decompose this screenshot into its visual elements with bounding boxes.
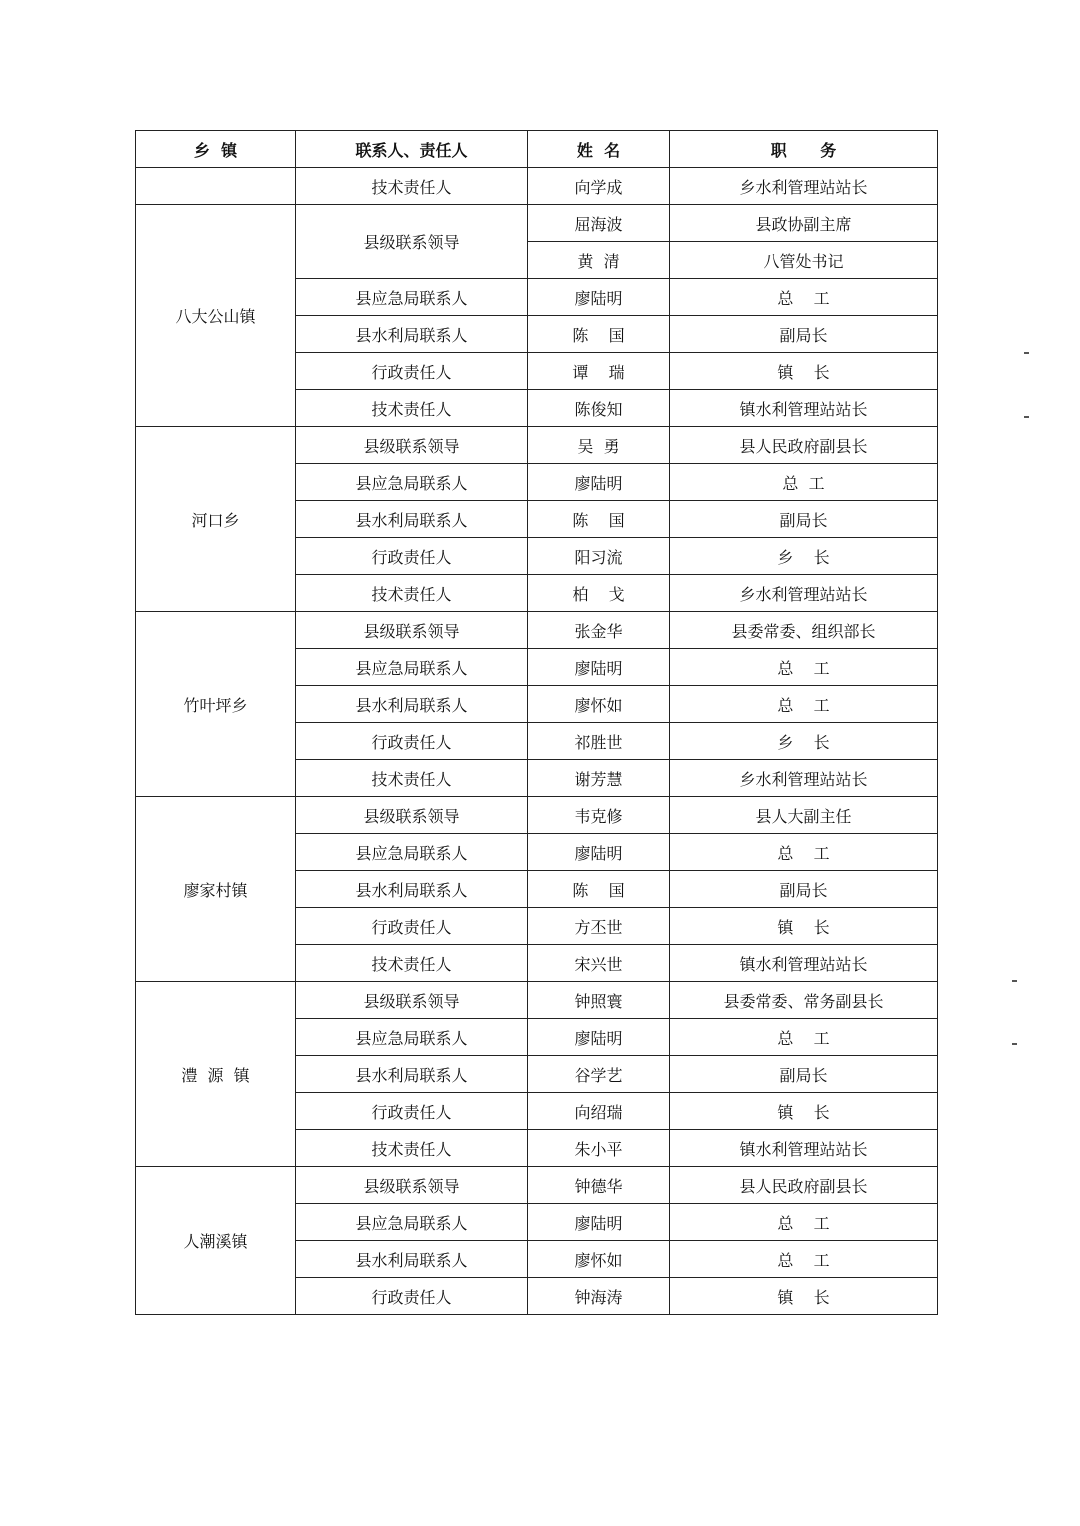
title-cell: 副局长 xyxy=(670,316,938,353)
name-cell: 钟德华 xyxy=(528,1167,670,1204)
name-cell: 阳习流 xyxy=(528,538,670,575)
title-cell: 总 工 xyxy=(670,649,938,686)
name-cell: 钟照寰 xyxy=(528,982,670,1019)
name-cell: 方丕世 xyxy=(528,908,670,945)
role-cell: 县级联系领导 xyxy=(296,427,528,464)
title-cell: 八管处书记 xyxy=(670,242,938,279)
title-cell: 镇 长 xyxy=(670,908,938,945)
role-cell: 行政责任人 xyxy=(296,908,528,945)
name-cell: 向学成 xyxy=(528,168,670,205)
title-cell: 总 工 xyxy=(670,464,938,501)
role-cell: 技术责任人 xyxy=(296,575,528,612)
header-role: 联系人、责任人 xyxy=(296,131,528,168)
title-cell: 镇水利管理站站长 xyxy=(670,390,938,427)
name-cell: 谢芳慧 xyxy=(528,760,670,797)
role-cell: 县级联系领导 xyxy=(296,797,528,834)
role-cell: 行政责任人 xyxy=(296,538,528,575)
title-cell: 总 工 xyxy=(670,834,938,871)
title-cell: 副局长 xyxy=(670,1056,938,1093)
header-row xyxy=(136,131,938,168)
title-cell: 乡 长 xyxy=(670,723,938,760)
name-cell: 韦克修 xyxy=(528,797,670,834)
role-cell: 技术责任人 xyxy=(296,168,528,205)
role-cell: 行政责任人 xyxy=(296,1278,528,1315)
title-cell: 县人民政府副县长 xyxy=(670,427,938,464)
table-body xyxy=(136,168,938,1315)
name-cell: 廖陆明 xyxy=(528,649,670,686)
name-cell: 廖陆明 xyxy=(528,1019,670,1056)
name-cell: 屈海波 xyxy=(528,205,670,242)
title-cell: 镇水利管理站站长 xyxy=(670,1130,938,1167)
name-cell: 向绍瑞 xyxy=(528,1093,670,1130)
role-cell: 技术责任人 xyxy=(296,945,528,982)
name-cell: 朱小平 xyxy=(528,1130,670,1167)
role-cell: 县级联系领导 xyxy=(296,1167,528,1204)
title-cell: 镇 长 xyxy=(670,1278,938,1315)
name-cell: 张金华 xyxy=(528,612,670,649)
header-title: 职 务 xyxy=(670,131,938,168)
responsibility-table xyxy=(135,130,938,1315)
title-cell: 总 工 xyxy=(670,1241,938,1278)
town-cell: 澧 源 镇 xyxy=(136,982,296,1167)
name-cell: 廖怀如 xyxy=(528,686,670,723)
role-cell: 县应急局联系人 xyxy=(296,279,528,316)
title-cell: 县政协副主席 xyxy=(670,205,938,242)
town-cell: 廖家村镇 xyxy=(136,797,296,982)
town-cell: 人潮溪镇 xyxy=(136,1167,296,1315)
role-cell: 县级联系领导 xyxy=(296,982,528,1019)
name-cell: 陈 国 xyxy=(528,316,670,353)
role-cell: 县应急局联系人 xyxy=(296,649,528,686)
title-cell: 乡 长 xyxy=(670,538,938,575)
scan-mark xyxy=(1024,352,1029,354)
name-cell: 廖陆明 xyxy=(528,1204,670,1241)
name-cell: 黄 清 xyxy=(528,242,670,279)
role-cell: 县水利局联系人 xyxy=(296,686,528,723)
name-cell: 柏 戈 xyxy=(528,575,670,612)
scan-mark xyxy=(1024,416,1029,418)
name-cell: 谷学艺 xyxy=(528,1056,670,1093)
table-row xyxy=(136,427,938,464)
town-cell xyxy=(136,168,296,205)
role-cell: 县应急局联系人 xyxy=(296,464,528,501)
role-cell: 县应急局联系人 xyxy=(296,1019,528,1056)
title-cell: 镇 长 xyxy=(670,353,938,390)
title-cell: 副局长 xyxy=(670,871,938,908)
title-cell: 县委常委、常务副县长 xyxy=(670,982,938,1019)
title-cell: 县人民政府副县长 xyxy=(670,1167,938,1204)
title-cell: 县委常委、组织部长 xyxy=(670,612,938,649)
role-cell: 行政责任人 xyxy=(296,1093,528,1130)
title-cell: 总 工 xyxy=(670,686,938,723)
name-cell: 钟海涛 xyxy=(528,1278,670,1315)
name-cell: 陈俊知 xyxy=(528,390,670,427)
title-cell: 镇水利管理站站长 xyxy=(670,945,938,982)
header-name: 姓 名 xyxy=(528,131,670,168)
role-cell: 县水利局联系人 xyxy=(296,1241,528,1278)
table-row xyxy=(136,982,938,1019)
town-cell: 八大公山镇 xyxy=(136,205,296,427)
name-cell: 祁胜世 xyxy=(528,723,670,760)
name-cell: 廖陆明 xyxy=(528,834,670,871)
title-cell: 总 工 xyxy=(670,279,938,316)
role-cell: 县水利局联系人 xyxy=(296,316,528,353)
title-cell: 县人大副主任 xyxy=(670,797,938,834)
table-row xyxy=(136,797,938,834)
title-cell: 副局长 xyxy=(670,501,938,538)
role-cell: 县水利局联系人 xyxy=(296,871,528,908)
name-cell: 廖怀如 xyxy=(528,1241,670,1278)
title-cell: 乡水利管理站站长 xyxy=(670,168,938,205)
role-cell: 行政责任人 xyxy=(296,723,528,760)
title-cell: 总 工 xyxy=(670,1204,938,1241)
title-cell: 镇 长 xyxy=(670,1093,938,1130)
role-cell: 县应急局联系人 xyxy=(296,834,528,871)
scan-mark xyxy=(1012,980,1017,982)
name-cell: 廖陆明 xyxy=(528,279,670,316)
town-cell: 河口乡 xyxy=(136,427,296,612)
table-row xyxy=(136,612,938,649)
title-cell: 乡水利管理站站长 xyxy=(670,575,938,612)
role-cell: 县水利局联系人 xyxy=(296,1056,528,1093)
title-cell: 总 工 xyxy=(670,1019,938,1056)
name-cell: 陈 国 xyxy=(528,871,670,908)
role-cell: 县应急局联系人 xyxy=(296,1204,528,1241)
role-cell: 技术责任人 xyxy=(296,1130,528,1167)
title-cell: 乡水利管理站站长 xyxy=(670,760,938,797)
role-cell: 县级联系领导 xyxy=(296,205,528,279)
role-cell: 县级联系领导 xyxy=(296,612,528,649)
role-cell: 技术责任人 xyxy=(296,760,528,797)
name-cell: 廖陆明 xyxy=(528,464,670,501)
name-cell: 宋兴世 xyxy=(528,945,670,982)
table-row xyxy=(136,168,938,205)
table-row xyxy=(136,1167,938,1204)
scan-mark xyxy=(1012,1043,1017,1045)
role-cell: 技术责任人 xyxy=(296,390,528,427)
name-cell: 吴 勇 xyxy=(528,427,670,464)
role-cell: 县水利局联系人 xyxy=(296,501,528,538)
town-cell: 竹叶坪乡 xyxy=(136,612,296,797)
name-cell: 陈 国 xyxy=(528,501,670,538)
name-cell: 谭 瑞 xyxy=(528,353,670,390)
table-row xyxy=(136,205,938,242)
role-cell: 行政责任人 xyxy=(296,353,528,390)
header-town: 乡 镇 xyxy=(136,131,296,168)
